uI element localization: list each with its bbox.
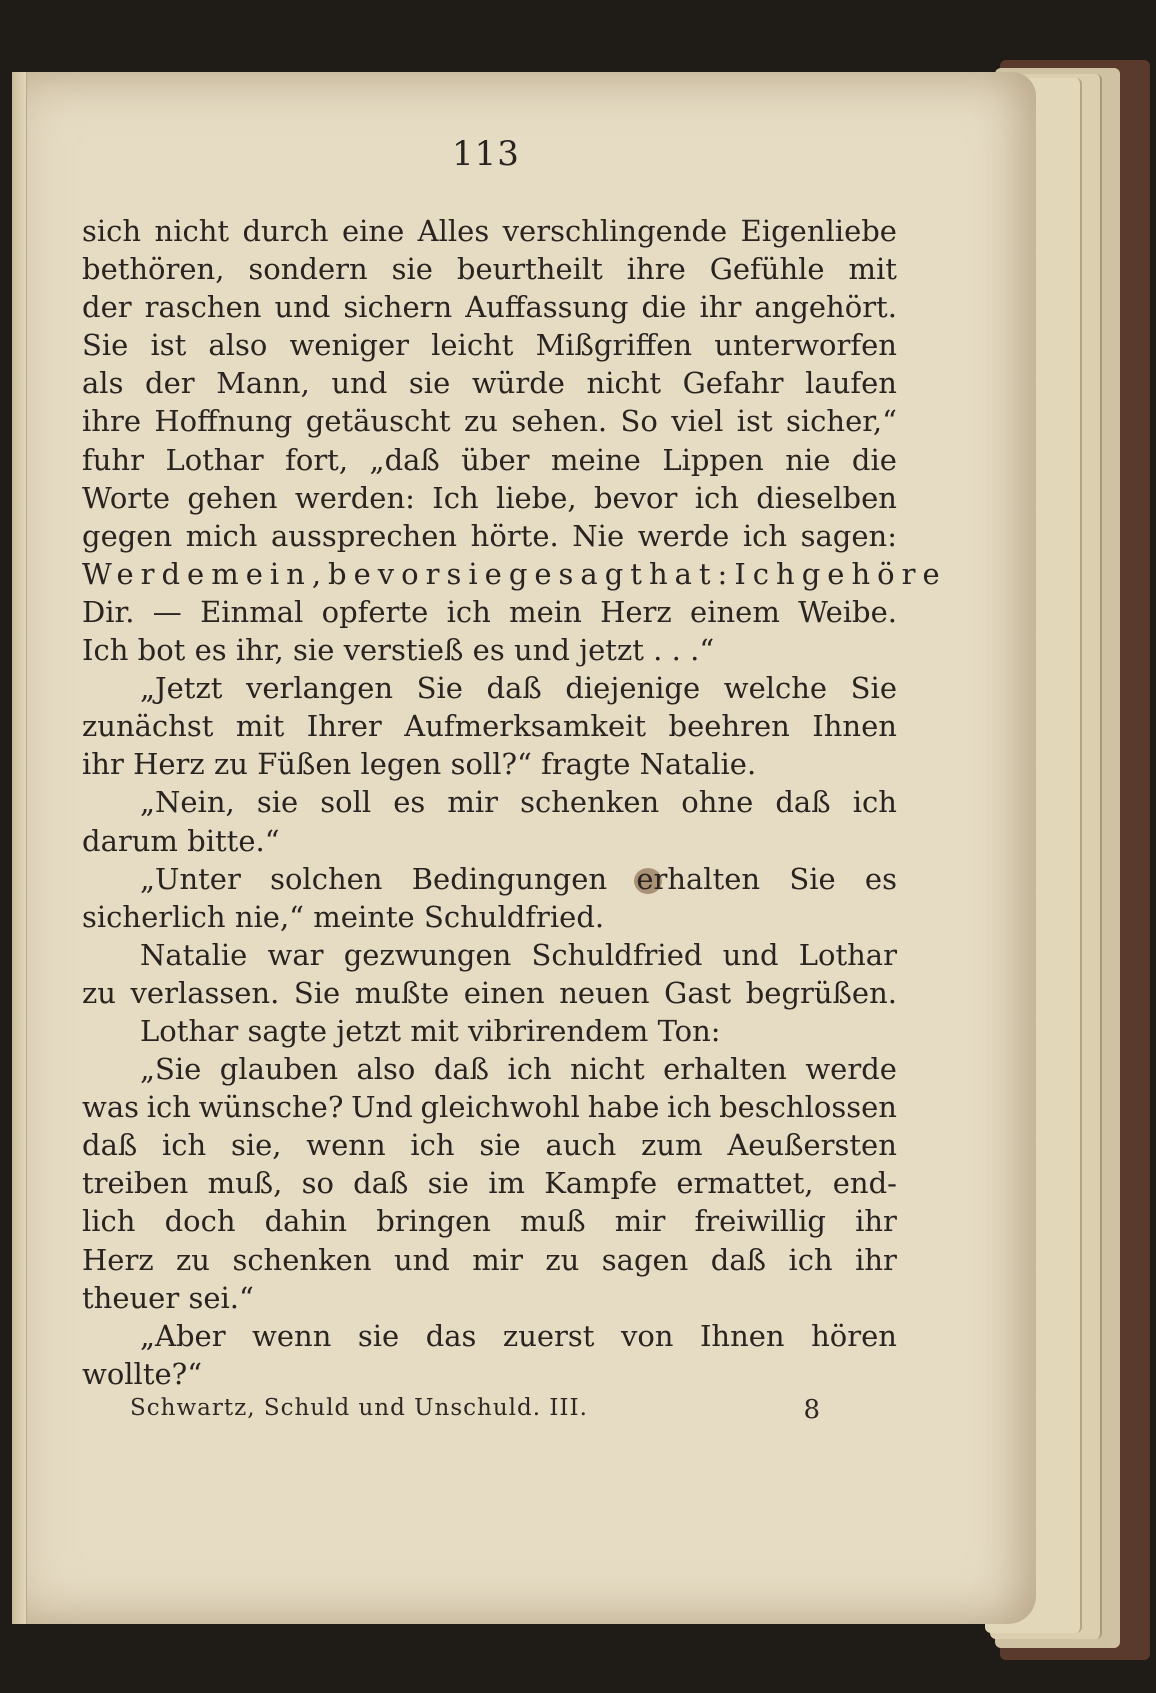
word: sehen.: [511, 404, 608, 439]
text-line: [82, 936, 897, 974]
word: beschlossen: [719, 1090, 897, 1125]
word: mir: [447, 785, 499, 820]
word: sei.“: [188, 1280, 254, 1315]
word: jetzt: [579, 633, 644, 668]
word: dieselben: [756, 480, 897, 515]
word: ihr: [82, 747, 124, 782]
word: ich: [446, 594, 491, 629]
word: verschlingende: [502, 214, 728, 248]
word: werde: [637, 518, 730, 553]
word: dahin: [264, 1204, 348, 1239]
word: gezwungen: [343, 937, 512, 972]
word: Ihnen: [812, 709, 897, 744]
word: zu: [545, 1242, 580, 1277]
word: Dir.: [82, 594, 135, 629]
word: gehen: [187, 480, 278, 515]
word: und: [331, 366, 388, 401]
word: fort,: [285, 442, 349, 477]
word: mit: [410, 1013, 459, 1048]
text-line: [82, 593, 897, 631]
word: neuen: [559, 975, 650, 1010]
word: muß: [520, 1204, 586, 1239]
sheet-number: 8: [803, 1395, 820, 1425]
word: Sie: [82, 328, 129, 363]
word: sagen:: [800, 518, 897, 553]
word: legen: [360, 747, 442, 782]
word: war: [267, 937, 324, 972]
word: würde: [471, 366, 565, 401]
word: ich: [742, 518, 788, 553]
word: werde: [805, 1052, 897, 1087]
word: durch: [242, 214, 329, 248]
word: Ich: [432, 480, 479, 515]
word: Herz: [82, 1242, 154, 1277]
word: end-: [832, 1166, 897, 1201]
word: mußte: [354, 975, 450, 1010]
word: der: [145, 366, 195, 401]
word: nie: [785, 442, 831, 477]
word: sondern: [248, 252, 368, 287]
word: die: [641, 290, 687, 325]
word: soll?“: [450, 747, 532, 782]
word: bethören,: [82, 252, 225, 287]
word: sie: [256, 785, 299, 820]
word: sie: [357, 1318, 400, 1353]
word: Ich: [82, 633, 129, 668]
word: bitte.“: [187, 823, 280, 858]
word: Lothar: [165, 442, 264, 477]
word: „Nein,: [140, 785, 235, 820]
word: Sie: [293, 975, 341, 1010]
word: „Jetzt: [140, 671, 223, 706]
word: Lothar: [798, 937, 897, 972]
word: zuerst: [502, 1318, 595, 1353]
word: glauben: [219, 1052, 338, 1087]
word: Füßen: [257, 747, 352, 782]
word: Bedingungen: [411, 861, 608, 896]
word: und: [274, 290, 331, 325]
body-text: [82, 212, 947, 1393]
word: Mann,: [216, 366, 310, 401]
word: sie: [427, 1166, 469, 1201]
word: Ihrer: [306, 709, 382, 744]
word: lich: [82, 1204, 136, 1239]
word: .: [671, 633, 681, 668]
word: daß: [353, 1166, 409, 1201]
word: beurtheilt: [456, 252, 603, 287]
word: Ton:: [657, 1013, 721, 1048]
word: ich: [146, 1090, 191, 1125]
word: Weibe.: [798, 594, 897, 629]
text-line: [82, 326, 897, 364]
text-line: [82, 402, 897, 440]
word: beehren: [668, 709, 790, 744]
word: eine: [341, 214, 405, 248]
word: sicherlich: [82, 899, 226, 934]
word: Alles: [417, 214, 490, 248]
word: Gefühle: [709, 252, 825, 287]
word: sie: [446, 556, 509, 591]
word: fragte: [541, 747, 631, 782]
word: treiben: [82, 1166, 189, 1201]
word: Nie: [572, 518, 625, 553]
word: Gast: [664, 975, 732, 1010]
word: Mißgriffen: [535, 328, 693, 363]
word: diejenige: [565, 671, 701, 706]
word: die: [851, 442, 897, 477]
word: meinte: [313, 899, 415, 934]
word: ihre: [626, 252, 686, 287]
word: wenn: [252, 1318, 332, 1353]
word: Lothar: [140, 1013, 239, 1048]
word: von: [620, 1318, 674, 1353]
word: theuer: [82, 1280, 180, 1315]
word: werden:: [294, 480, 415, 515]
word: daß: [433, 1052, 490, 1087]
word: zu: [463, 404, 498, 439]
text-line: [82, 669, 897, 707]
word: nicht: [570, 1052, 645, 1087]
text-line: [82, 1126, 897, 1164]
text-line: [82, 1355, 897, 1393]
word: Auffassung: [465, 290, 629, 325]
word: sie: [391, 252, 433, 287]
word: „daß: [369, 442, 440, 477]
word: schenken: [520, 785, 660, 820]
word: sagte: [247, 1013, 328, 1048]
word: so: [301, 1166, 334, 1201]
word: weniger: [289, 328, 409, 363]
word: wenn: [306, 1128, 386, 1163]
word: daß: [486, 671, 542, 706]
word: sie: [293, 633, 335, 668]
word: ist: [150, 328, 187, 363]
word: mit: [235, 709, 285, 744]
word: gehöre: [801, 556, 947, 591]
word: .“: [690, 633, 715, 668]
word: verstieß: [343, 633, 464, 668]
word: ich: [507, 1052, 552, 1087]
word: über: [461, 442, 530, 477]
word: ich: [667, 1090, 712, 1125]
word: ich: [410, 1128, 455, 1163]
word: verlassen.: [130, 975, 280, 1010]
word: fuhr: [82, 442, 144, 477]
word: zu: [176, 1242, 210, 1277]
word: Werde: [82, 556, 212, 591]
word: ihr: [855, 1242, 897, 1277]
word: ich: [162, 1128, 207, 1163]
word: leicht: [431, 328, 514, 363]
word: Ich: [734, 556, 802, 591]
word: sicher,“: [786, 404, 897, 439]
word: es: [393, 785, 426, 820]
word: es: [864, 861, 897, 896]
word: gesagt: [508, 556, 649, 591]
word: Sie: [789, 861, 836, 896]
word: daß: [775, 785, 831, 820]
word: es: [194, 633, 227, 668]
text-line: [82, 1241, 897, 1279]
word: vibrirendem: [468, 1013, 649, 1048]
text-line: [82, 555, 947, 593]
text-line: [82, 1279, 897, 1317]
word: —: [152, 594, 182, 629]
word: „Unter: [140, 861, 241, 896]
word: mein,: [211, 556, 329, 591]
page-footer: [130, 1395, 830, 1425]
word: aussprechen: [271, 518, 458, 553]
word: zu: [82, 975, 116, 1010]
word: Aufmerksamkeit: [404, 709, 647, 744]
text-line: [82, 1050, 897, 1088]
word: zu: [213, 747, 248, 782]
text-line: [82, 1202, 897, 1240]
word: Sie: [850, 671, 897, 706]
text-line: [82, 1317, 897, 1355]
word: jetzt: [336, 1013, 402, 1048]
word: „Sie: [140, 1052, 202, 1087]
word: Worte: [82, 480, 170, 515]
word: ihr: [855, 1204, 897, 1239]
word: hören: [811, 1318, 897, 1353]
text-line: [82, 822, 897, 860]
word: hörte.: [470, 518, 559, 553]
page-number: 113: [452, 134, 520, 174]
word: als: [82, 366, 124, 401]
word: zunächst: [82, 709, 214, 744]
word: opferte: [321, 594, 429, 629]
word: sie: [479, 1128, 521, 1163]
word: doch: [164, 1204, 236, 1239]
word: bot: [137, 633, 186, 668]
word: also: [356, 1052, 416, 1087]
word: laufen: [805, 366, 897, 401]
word: das: [425, 1318, 477, 1353]
word: daß: [82, 1128, 138, 1163]
word: ihr: [699, 290, 742, 325]
word: mir: [472, 1242, 523, 1277]
text-line: [82, 212, 897, 250]
word: unterworfen: [714, 328, 897, 363]
word: So: [620, 404, 658, 439]
word: .: [653, 633, 663, 668]
word: im: [488, 1166, 525, 1201]
word: mir: [614, 1204, 666, 1239]
word: Kampfe: [544, 1166, 658, 1201]
word: ihre: [82, 404, 141, 439]
text-line: [82, 441, 897, 479]
word: Natalie.: [639, 747, 757, 782]
word: erhalten: [663, 1052, 787, 1087]
word: ich: [852, 785, 897, 820]
word: wünsche?: [198, 1090, 344, 1125]
word: nicht: [154, 214, 230, 248]
text-line: [82, 1088, 897, 1126]
word: viel: [671, 404, 724, 439]
text-line: [82, 898, 897, 936]
word: nicht: [586, 366, 662, 401]
word: freiwillig: [694, 1204, 826, 1239]
word: also: [208, 328, 268, 363]
word: Natalie: [140, 937, 248, 972]
word: und: [722, 937, 779, 972]
word: solchen: [270, 861, 383, 896]
word: wollte?“: [82, 1356, 203, 1391]
word: Und: [351, 1090, 413, 1125]
text-line: [82, 707, 897, 745]
text-line: [82, 974, 897, 1012]
word: bevor: [328, 556, 447, 591]
page-gutter: [12, 72, 27, 1624]
word: was: [82, 1090, 139, 1125]
word: mein: [509, 594, 582, 629]
word: der: [82, 290, 132, 325]
word: habe: [587, 1090, 660, 1125]
word: Aeußersten: [727, 1128, 897, 1163]
word: auch: [545, 1128, 617, 1163]
text-line: [82, 364, 897, 402]
text-line: [82, 288, 897, 326]
word: soll: [320, 785, 372, 820]
word: sie: [408, 366, 451, 401]
text-line: [82, 860, 897, 898]
word: einen: [463, 975, 545, 1010]
word: Herz: [133, 747, 205, 782]
word: Lippen: [662, 442, 764, 477]
word: Gefahr: [682, 366, 784, 401]
word: ohne: [681, 785, 754, 820]
word: ich: [694, 480, 739, 515]
word: mich: [185, 518, 258, 553]
word: Sie: [416, 671, 463, 706]
word: Eigenliebe: [740, 214, 897, 248]
word: „Aber: [140, 1318, 226, 1353]
word: bringen: [376, 1204, 491, 1239]
word: getäuscht: [305, 404, 451, 439]
word: liebe,: [495, 480, 577, 515]
word: nie,“: [234, 899, 305, 934]
word: bevor: [593, 480, 678, 515]
word: gleichwohl: [420, 1090, 580, 1125]
word: mit: [848, 252, 897, 287]
text-line: [82, 631, 897, 669]
text-line: [82, 1012, 897, 1050]
word: Schuldfried: [531, 937, 703, 972]
word: ihr,: [235, 633, 284, 668]
word: angehört.: [754, 290, 897, 325]
word: sie,: [230, 1128, 282, 1163]
word: ich: [788, 1242, 833, 1277]
word: Hoffnung: [154, 404, 293, 439]
word: und: [513, 633, 570, 668]
word: Ihnen: [699, 1318, 785, 1353]
word: raschen: [144, 290, 262, 325]
word: schenken: [232, 1242, 372, 1277]
word: erhalten: [636, 861, 761, 896]
word: muß,: [207, 1166, 283, 1201]
word: sichern: [343, 290, 453, 325]
word: sagen: [601, 1242, 689, 1277]
text-line: [82, 517, 897, 555]
text-line: [82, 783, 897, 821]
word: und: [393, 1242, 450, 1277]
text-line: [82, 1164, 897, 1202]
word: gegen: [82, 518, 173, 553]
text-line: [82, 250, 897, 288]
word: daß: [710, 1242, 767, 1277]
word: verlangen: [245, 671, 394, 706]
word: Schuldfried.: [423, 899, 605, 934]
word: Einmal: [200, 594, 304, 629]
word: Herz: [600, 594, 672, 629]
word: meine: [551, 442, 641, 477]
signature-line: Schwartz, Schuld und Unschuld. III.: [130, 1395, 588, 1421]
word: sich: [82, 214, 142, 248]
word: ist: [736, 404, 773, 439]
word: hat:: [648, 556, 735, 591]
word: zum: [641, 1128, 703, 1163]
word: es: [472, 633, 505, 668]
text-line: [82, 745, 897, 783]
word: einem: [690, 594, 780, 629]
word: welche: [723, 671, 828, 706]
word: begrüßen.: [745, 975, 897, 1010]
word: ermattet,: [676, 1166, 814, 1201]
word: darum: [82, 823, 178, 858]
text-line: [82, 479, 897, 517]
